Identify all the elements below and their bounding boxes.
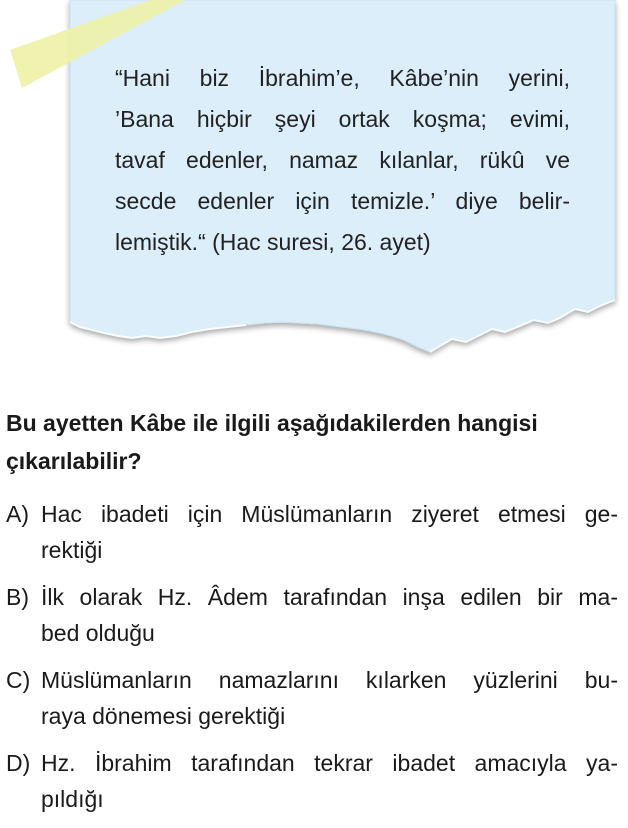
question-stem bbox=[6, 404, 618, 480]
option-a[interactable] bbox=[6, 496, 618, 568]
question-line: çıkarılabilir? bbox=[6, 448, 142, 474]
option-letter: B) bbox=[6, 584, 29, 610]
quote-note bbox=[0, 0, 628, 370]
answer-options bbox=[6, 496, 618, 828]
option-d[interactable] bbox=[6, 745, 618, 817]
option-letter: C) bbox=[6, 667, 31, 693]
option-letter: D) bbox=[6, 750, 31, 776]
option-letter: A) bbox=[6, 501, 29, 527]
option-text-line: İlk olarak Hz. Âdem tarafından inşa edilen bir ma- bbox=[41, 584, 618, 610]
option-text-line: raya dönemesi gerektiği bbox=[41, 703, 286, 729]
option-text-line: Hac ibadeti için Müslümanların ziyeret etmesi ge- bbox=[41, 501, 618, 527]
quote-line: ’Bana hiçbir şeyi ortak koşma; evimi, bbox=[115, 106, 570, 132]
quote-text bbox=[115, 58, 570, 263]
quote-line: “Hani biz İbrahim’e, Kâbe’nin yerini, bbox=[115, 65, 570, 91]
quote-line: secde edenler için temizle.’ diye belir- bbox=[115, 188, 570, 214]
quote-line: lemiştik.“ (Hac suresi, 26. ayet) bbox=[115, 229, 431, 255]
quote-line: tavaf edenler, namaz kılanlar, rükû ve bbox=[115, 147, 570, 173]
option-text-line: pıldığı bbox=[41, 786, 104, 812]
option-text-line: bed olduğu bbox=[41, 620, 155, 646]
option-b[interactable] bbox=[6, 579, 618, 651]
option-text-line: Müslümanların namazlarını kılarken yüzlerini bu- bbox=[41, 667, 618, 693]
option-c[interactable] bbox=[6, 662, 618, 734]
option-text-line: rektiği bbox=[41, 537, 103, 563]
question-line: Bu ayetten Kâbe ile ilgili aşağıdakilerden hangisi bbox=[6, 410, 538, 436]
option-text-line: Hz. İbrahim tarafından tekrar ibadet amacıyla ya- bbox=[41, 750, 618, 776]
